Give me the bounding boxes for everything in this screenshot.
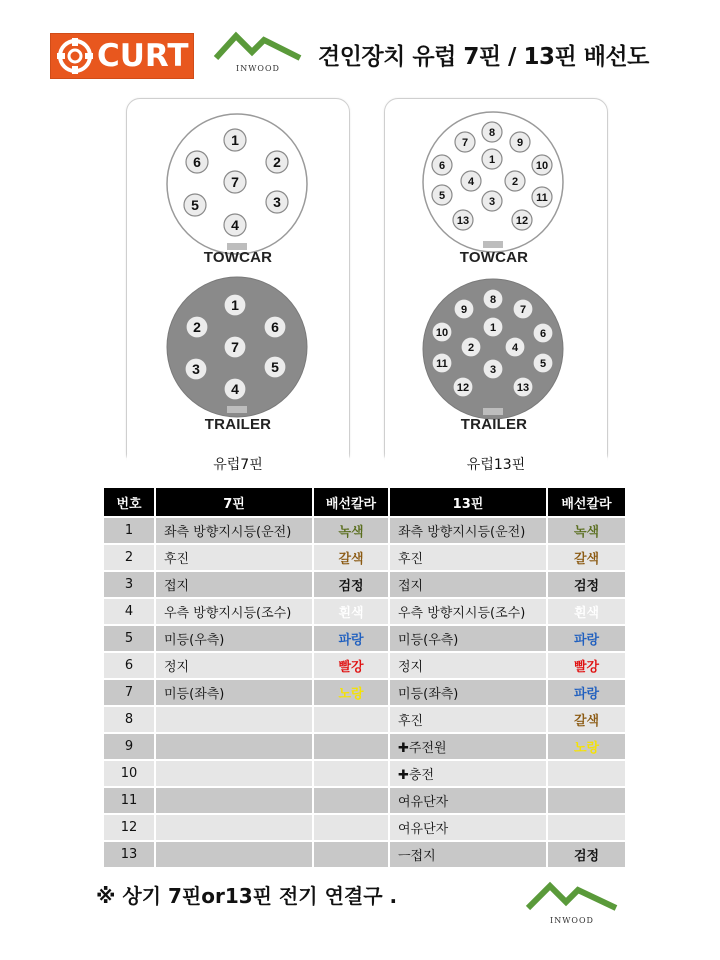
trailer13-pin-label-12: 12 [456, 381, 470, 394]
trailer-13pin-connector [423, 279, 563, 419]
header-number: 번호 [104, 488, 156, 516]
pin7-function-cell [156, 786, 314, 813]
pin7-color-cell: 갈색 [314, 543, 390, 570]
pin7-color-cell: 빨강 [314, 651, 390, 678]
table-row [104, 840, 625, 867]
pin7-function-cell: 미등(우측) [156, 624, 314, 651]
inwood-logo-text: INWOOD [236, 64, 280, 73]
pin7-color-cell [314, 840, 390, 867]
trailer13-pin-label-2: 2 [467, 341, 475, 354]
pin7-color-cell [314, 813, 390, 840]
pin-number-cell: 2 [104, 543, 156, 570]
pin13-color-cell [548, 759, 625, 786]
pin-number-cell: 5 [104, 624, 156, 651]
header-7pin: 7핀 [156, 488, 314, 516]
pin13-color-cell: 갈색 [548, 543, 625, 570]
trailer7-pin-label-7: 7 [231, 339, 239, 356]
pin7-function-cell: 미등(좌측) [156, 678, 314, 705]
pin13-function-cell: 후진 [390, 543, 548, 570]
pin-number-cell: 6 [104, 651, 156, 678]
towcar-label-7pin: TOWCAR [203, 249, 273, 266]
header-7pin-color: 배선칼라 [314, 488, 390, 516]
pin7-color-cell: 검정 [314, 570, 390, 597]
pin7-color-cell: 노랑 [314, 678, 390, 705]
pin7-color-cell: 흰색 [314, 597, 390, 624]
towcar13-pin-label-4: 4 [467, 175, 475, 188]
pin-number-cell: 11 [104, 786, 156, 813]
pin7-color-cell: 녹색 [314, 516, 390, 543]
towcar13-pin-label-2: 2 [511, 175, 519, 188]
wiring-table [104, 488, 625, 867]
towcar13-pin-label-5: 5 [438, 189, 446, 202]
trailer7-pin-label-3: 3 [192, 361, 200, 378]
pin13-color-cell: 녹색 [548, 516, 625, 543]
pin-number-cell: 7 [104, 678, 156, 705]
diagram-7pin [127, 99, 349, 466]
towcar13-pin-label-13: 13 [456, 214, 470, 227]
pin13-color-cell: 갈색 [548, 705, 625, 732]
pin7-function-cell: 우측 방향지시등(조수) [156, 597, 314, 624]
table-row [104, 813, 625, 840]
pin7-function-cell [156, 759, 314, 786]
trailer7-pin-label-4: 4 [231, 381, 239, 398]
pin7-function-cell [156, 732, 314, 759]
curt-emblem-icon [55, 36, 95, 76]
pin-number-cell: 13 [104, 840, 156, 867]
towcar13-pin-label-6: 6 [438, 159, 446, 172]
towcar13-pin-label-11: 11 [536, 191, 548, 204]
pin7-function-cell: 정지 [156, 651, 314, 678]
pin7-function-cell: 후진 [156, 543, 314, 570]
trailer-label-7pin: TRAILER [204, 416, 272, 433]
towcar13-pin-label-10: 10 [535, 159, 549, 172]
trailer7-pin-label-5: 5 [271, 359, 279, 376]
curt-logo-text: CURT [97, 37, 189, 74]
pin13-function-cell: ✚충전 [390, 759, 548, 786]
inwood-logo [212, 28, 304, 78]
footer-note: ※ 상기 7핀or13핀 전기 연결구 . [96, 884, 398, 908]
pin13-function-cell: 후진 [390, 705, 548, 732]
towcar13-pin-label-7: 7 [461, 136, 469, 149]
table-row [104, 732, 625, 759]
towcar7-pin-label-3: 3 [273, 194, 281, 211]
towcar13-pin-label-8: 8 [488, 126, 496, 139]
trailer13-pin-label-4: 4 [511, 341, 519, 354]
pin-number-cell: 4 [104, 597, 156, 624]
table-body [104, 516, 625, 867]
pin13-color-cell: 파랑 [548, 678, 625, 705]
pin13-function-cell: 접지 [390, 570, 548, 597]
caption-13pin: 유럽13핀 [385, 454, 607, 474]
header-13pin: 13핀 [390, 488, 548, 516]
trailer7-pin-label-2: 2 [193, 319, 201, 336]
towcar7-pin-label-5: 5 [191, 197, 199, 214]
table-header-row [104, 488, 625, 516]
mountain-icon [212, 28, 304, 66]
table-row [104, 786, 625, 813]
pin7-function-cell: 접지 [156, 570, 314, 597]
pin7-function-cell [156, 840, 314, 867]
page-title: 견인장치 유럽 7핀 / 13핀 배선도 [318, 44, 649, 70]
pin13-function-cell: 여유단자 [390, 813, 548, 840]
trailer7-pin-label-1: 1 [231, 297, 239, 314]
towcar-label-13pin: TOWCAR [459, 249, 529, 266]
diagram-13pin [385, 99, 607, 466]
trailer7-pin-label-6: 6 [271, 319, 279, 336]
pin13-function-cell: 좌측 방향지시등(운전) [390, 516, 548, 543]
panel-7pin [126, 98, 350, 473]
pin7-color-cell: 파랑 [314, 624, 390, 651]
panel-13pin [384, 98, 608, 473]
towcar13-pin-label-9: 9 [516, 136, 524, 149]
pin13-color-cell [548, 786, 625, 813]
pin7-color-cell [314, 759, 390, 786]
pin-number-cell: 1 [104, 516, 156, 543]
pin13-color-cell: 노랑 [548, 732, 625, 759]
trailer-label-13pin: TRAILER [460, 416, 528, 433]
table-row [104, 543, 625, 570]
pin7-color-cell [314, 732, 390, 759]
towcar13-pin-label-3: 3 [488, 195, 496, 208]
pin-number-cell: 8 [104, 705, 156, 732]
pin7-function-cell [156, 705, 314, 732]
pin13-function-cell: 정지 [390, 651, 548, 678]
pin7-function-cell [156, 813, 314, 840]
table-row [104, 597, 625, 624]
towcar7-pin-label-7: 7 [231, 174, 239, 191]
towcar13-pin-label-1: 1 [488, 153, 496, 166]
inwood-logo-bottom [524, 878, 620, 930]
table-row [104, 705, 625, 732]
mountain-icon [524, 878, 620, 916]
towcar-13pin-connector [423, 112, 563, 252]
trailer13-pin-label-8: 8 [489, 293, 497, 306]
pin13-function-cell: ✚주전원 [390, 732, 548, 759]
pin13-color-cell: 빨강 [548, 651, 625, 678]
pin13-function-cell: 여유단자 [390, 786, 548, 813]
pin7-color-cell [314, 705, 390, 732]
caption-7pin: 유럽7핀 [127, 454, 349, 474]
pin13-function-cell: 우측 방향지시등(조수) [390, 597, 548, 624]
towcar7-pin-label-6: 6 [193, 154, 201, 171]
trailer13-pin-label-7: 7 [519, 303, 527, 316]
table-row [104, 624, 625, 651]
pin-number-cell: 12 [104, 813, 156, 840]
pin13-function-cell: 미등(좌측) [390, 678, 548, 705]
pin-number-cell: 10 [104, 759, 156, 786]
trailer-7pin-connector [167, 277, 307, 417]
trailer13-pin-label-6: 6 [539, 327, 547, 340]
table-row [104, 678, 625, 705]
pin13-color-cell: 검정 [548, 570, 625, 597]
towcar13-pin-label-12: 12 [515, 214, 529, 227]
trailer13-pin-label-13: 13 [516, 381, 530, 394]
trailer13-pin-label-5: 5 [539, 357, 547, 370]
trailer13-pin-label-10: 10 [435, 326, 449, 339]
table-row [104, 651, 625, 678]
pin7-function-cell: 좌측 방향지시등(운전) [156, 516, 314, 543]
towcar7-pin-label-4: 4 [231, 217, 239, 234]
table-row [104, 570, 625, 597]
pin13-function-cell: ㅡ접지 [390, 840, 548, 867]
pin13-color-cell: 파랑 [548, 624, 625, 651]
pin13-function-cell: 미등(우측) [390, 624, 548, 651]
pin13-color-cell: 검정 [548, 840, 625, 867]
pin7-color-cell [314, 786, 390, 813]
towcar-7pin-connector [167, 114, 307, 254]
pin13-color-cell: 흰색 [548, 597, 625, 624]
towcar7-pin-label-1: 1 [231, 132, 239, 149]
towcar7-pin-label-2: 2 [273, 154, 281, 171]
curt-logo [50, 33, 194, 79]
pin-number-cell: 3 [104, 570, 156, 597]
inwood-logo-text-bottom: INWOOD [550, 916, 594, 925]
table-row [104, 759, 625, 786]
pin-number-cell: 9 [104, 732, 156, 759]
trailer13-pin-label-11: 11 [436, 357, 448, 370]
trailer13-pin-label-3: 3 [489, 363, 497, 376]
header-13pin-color: 배선칼라 [548, 488, 625, 516]
pin13-color-cell [548, 813, 625, 840]
table-row [104, 516, 625, 543]
trailer13-pin-label-1: 1 [489, 321, 497, 334]
trailer13-pin-label-9: 9 [460, 303, 468, 316]
